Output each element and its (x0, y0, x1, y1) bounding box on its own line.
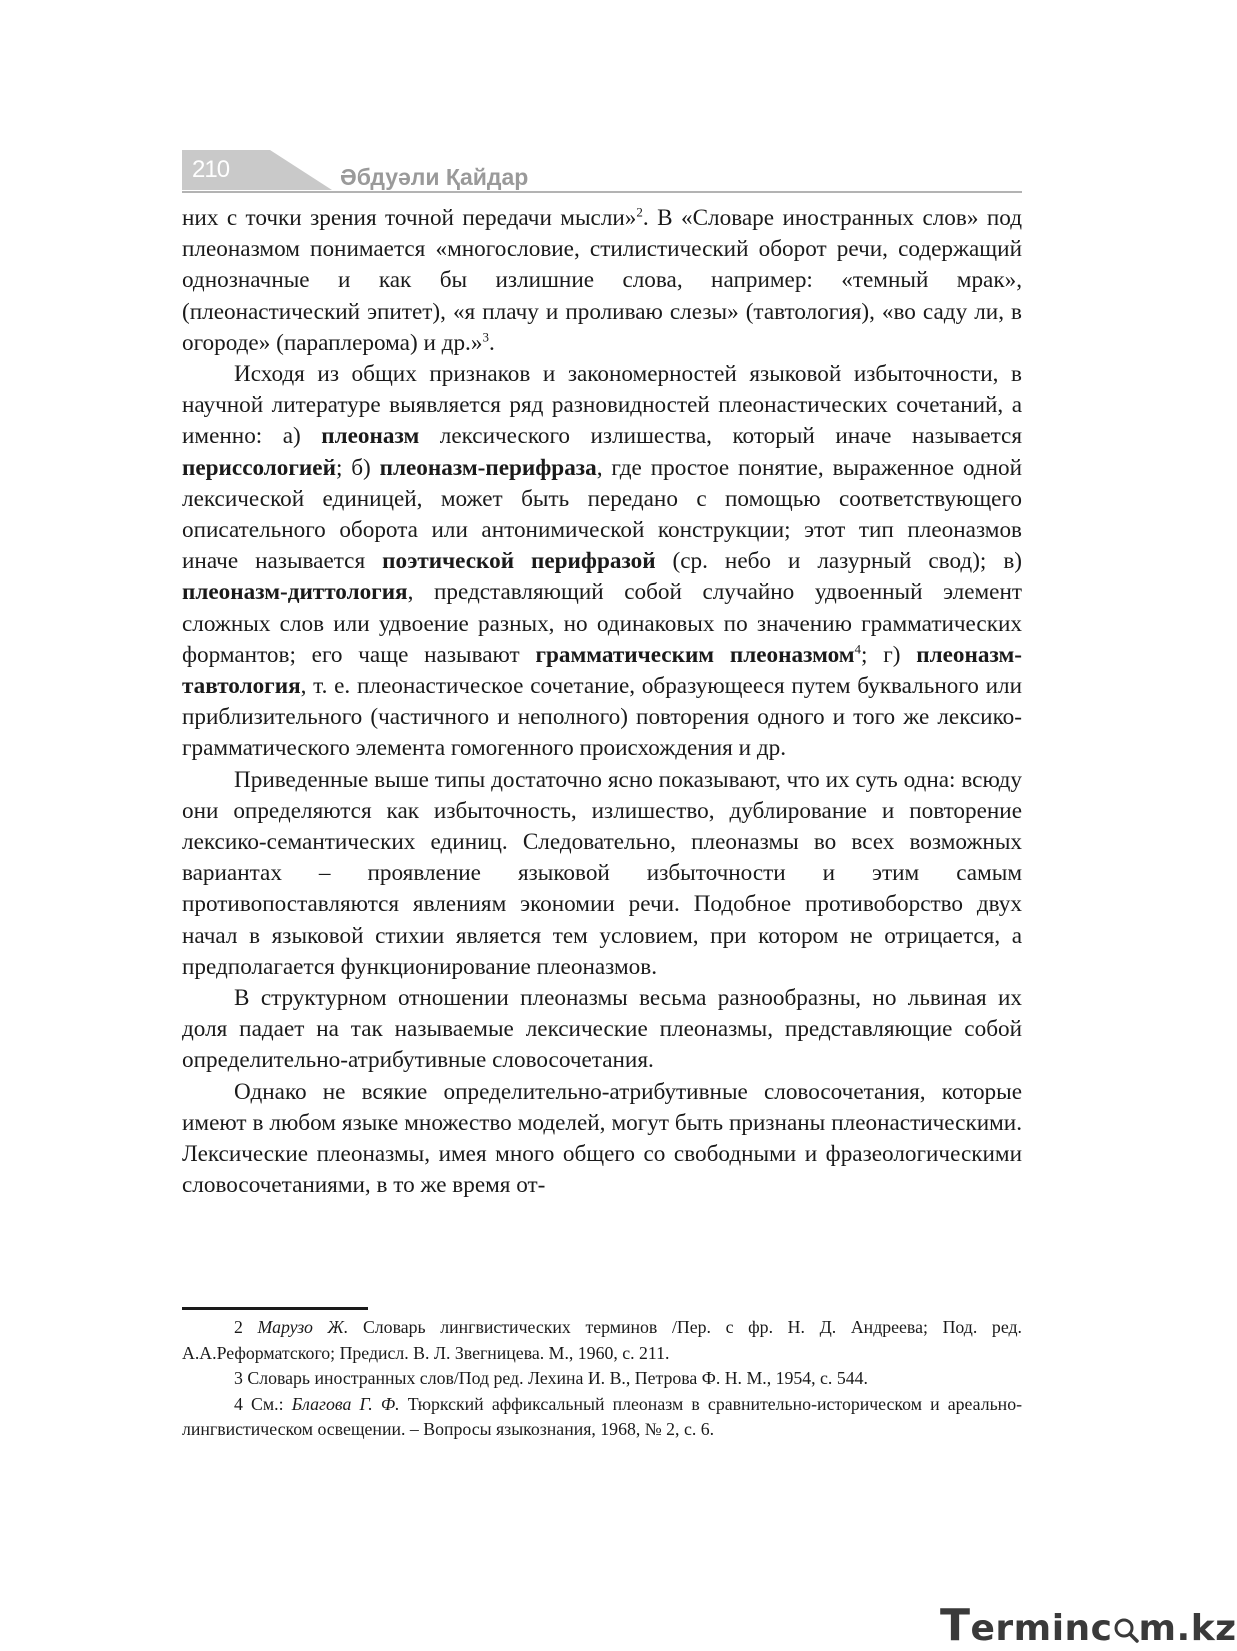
text-run: , где простое понятие, выраженное одной лексической единицей, может быть передано с помощью соответствующего описательного оборота или антонимической конструкции; этот тип плеоназмов иначе называется (182, 454, 1023, 575)
watermark-text-a: erminc (970, 1608, 1113, 1649)
footnote-ref: 4 (854, 641, 862, 657)
page-number: 210 (192, 156, 230, 183)
text-run: Исходя из общих признаков и закономерностей языковой избыточности, в научной литературе выявляется ряд разновидностей плеонастических сочетаний, а именно: а) (182, 361, 1022, 450)
footnote (182, 1366, 1022, 1392)
text-run: В структурном отношении плеоназмы весьма разнообразны, но львиная их доля падает на так называемые лексические плеоназмы, представляющие собой определительно-атрибутивные словосочетания. (182, 985, 1022, 1074)
bold-term: поэтической перифразой (382, 548, 656, 575)
paragraph (182, 203, 1022, 359)
paragraph (182, 1077, 1022, 1202)
text-run: лексического излишества, который иначе называется (419, 423, 1023, 450)
text-run: Приведенные выше типы достаточно ясно показывают, что их суть одна: всюду они определяются как избыточность, излишество, дублирование и повторение лексико-семантических единиц. Следовательно, плеоназмы во всех возможных вариантах – проявление языковой избыточности и этим самым противопоставляются явлениям экономии речи. Подобное противоборство двух начал в языковой стихии является тем условием, при котором не отрицается, а предполагается функционирование плеоназмов. (182, 766, 1022, 980)
text-run: 3 Словарь иностранных слов/Под ред. Лехина И. В., Петрова Ф. Н. М., 1954, с. 544. (234, 1368, 868, 1388)
footnote (182, 1392, 1022, 1443)
footnote (182, 1315, 1022, 1366)
footnote-ref: 3 (482, 329, 489, 345)
italic-author: Марузо Ж. (257, 1317, 349, 1337)
main-text (182, 203, 1022, 1202)
text-run: Тюркский аффиксальный плеоназм в сравнительно-историческом и ареально-лингвистическом освещении. – Вопросы языкознания, 1968, № 2, с. 6. (182, 1393, 1023, 1439)
text-run: , т. е. плеонастическое сочетание, образующееся путем буквального или приблизительного (частичного и неполного) повторения одного и того же лексико-грамматического элемента гомогенного происхождения и др. (182, 673, 1022, 762)
footnotes (182, 1315, 1022, 1443)
watermark-initial: T (940, 1600, 971, 1651)
text-run: них с точки зрения точной передачи мысли» (182, 205, 637, 231)
bold-term: плеоназм-тавтология (182, 641, 1022, 700)
bold-term: периссологией (182, 454, 336, 481)
bold-term: плеоназм (321, 423, 420, 450)
magnifier-icon (1113, 1617, 1139, 1643)
page-header (182, 150, 1022, 195)
footnote-separator (182, 1307, 368, 1310)
watermark-text-b: m.kz (1138, 1608, 1237, 1649)
text-run: (ср. небо и лазурный свод); в) (655, 548, 1022, 575)
text-run: ; б) (335, 454, 380, 481)
text-run: . (488, 329, 495, 356)
paragraph (182, 983, 1022, 1077)
text-run: ; г) (861, 641, 917, 668)
text-run: 2 (234, 1317, 258, 1337)
text-run: 4 См.: (234, 1393, 292, 1414)
footnote-ref: 2 (636, 204, 643, 220)
text-run: Однако не всякие определительно-атрибутивные словосочетания, которые имеют в любом языке множество моделей, могут быть признаны плеонастическими. Лексические плеоназмы, имея много общего со свободными и фразеологическими словосочетаниями, в то же время от- (182, 1078, 1022, 1199)
text-run: . В «Словаре иностранных слов» под плеоназмом понимается «многословие, стилистический оборот речи, содержащий однозначные и как бы излишние слова, например: «темный мрак», (плеонастический эпитет), «я плачу и проливаю слезы» (тавтология), «во саду ли, в огороде» (параплерома) и др.» (182, 205, 1022, 356)
site-watermark (940, 1600, 1237, 1651)
text-run: Словарь лингвистических терминов /Пер. с фр. Н. Д. Андреева; Под. ред. А.А.Реформатского; Предисл. В. Л. Звегницева. М., 1960, с. 211. (182, 1317, 1022, 1363)
bold-term: плеоназм-диттология (182, 579, 408, 606)
italic-author: Благова Г. Ф. (291, 1393, 400, 1414)
bold-term: плеоназм-перифраза (379, 454, 597, 481)
header-rule (182, 191, 1022, 193)
running-head-author: Әбдуәли Қайдар (340, 164, 529, 190)
paragraph (182, 765, 1022, 983)
bold-term: грамматическим плеоназмом (535, 641, 855, 668)
paragraph (182, 359, 1022, 765)
text-run: , представляющий собой случайно удвоенный элемент сложных слов или удвоение разных, но одинаковых по значению грамматических формантов; его чаще называют (182, 579, 1022, 668)
